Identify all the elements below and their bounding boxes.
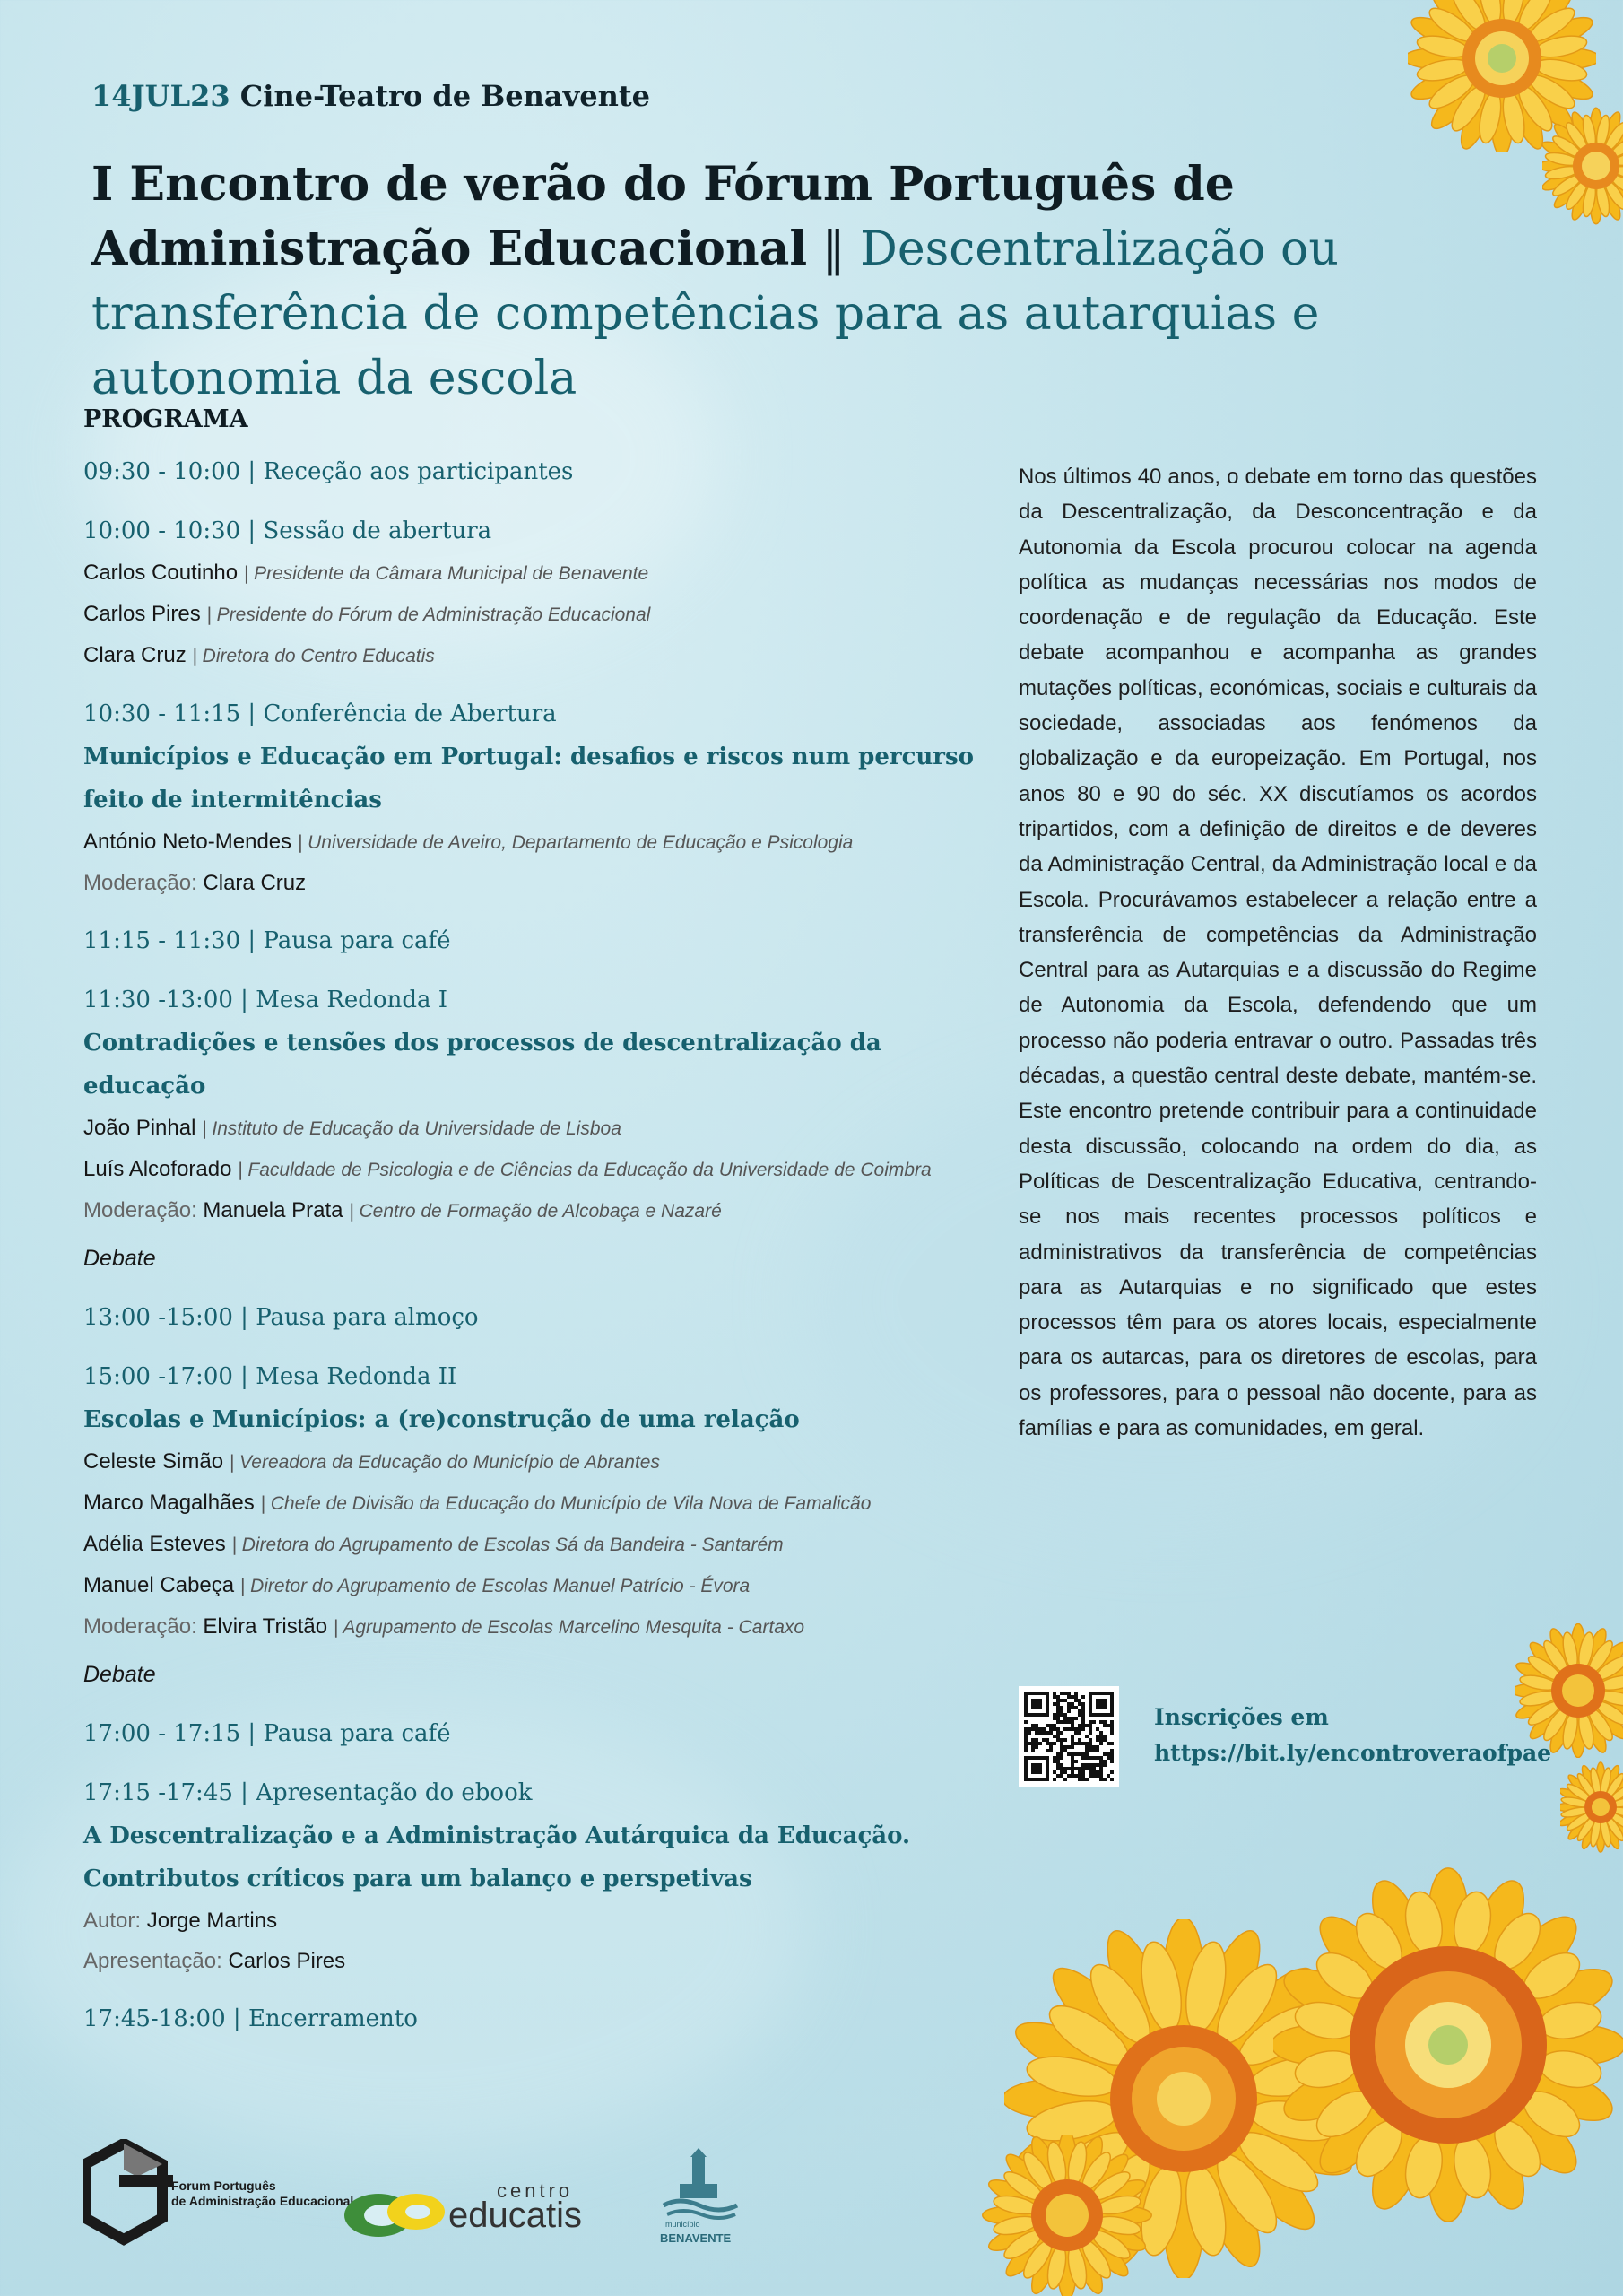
educatis-logo — [343, 2170, 612, 2251]
slot-time: 10:30 - 11:15 — [83, 700, 241, 727]
slot-time: 15:00 -17:00 — [83, 1363, 233, 1390]
moderator-role: Centro de Formação de Alcobaça e Nazaré — [359, 1201, 722, 1222]
talk-title: Escolas e Municípios: a (re)construção de uma relação — [83, 1406, 800, 1433]
qr-code-icon[interactable] — [1019, 1686, 1119, 1787]
moderation-label: Moderação: — [83, 871, 197, 895]
participant: Luís Alcoforado | Faculdade de Psicologia e de Ciências da Educação da Universidade de Coimbra — [83, 1157, 932, 1181]
slot-title: Receção aos participantes — [263, 458, 574, 485]
program-block — [83, 692, 998, 903]
slot-time: 17:00 - 17:15 — [83, 1720, 241, 1747]
event-date: 14JUL23 — [91, 79, 230, 113]
debate-label: Debate — [83, 1246, 156, 1271]
benavente-logo-icon — [660, 2148, 741, 2220]
participant-role: Chefe de Divisão da Educação do Município de Vila Nova de Famalicão — [270, 1493, 872, 1514]
program-block — [83, 1296, 998, 1339]
participant-name: Marco Magalhães — [83, 1491, 255, 1515]
program-slot: 15:00 -17:00 | Mesa Redonda II — [83, 1363, 457, 1390]
moderation: Moderação: Elvira Tristão | Agrupamento de Escolas Marcelino Mesquita - Cartaxo — [83, 1614, 805, 1639]
signup-label: Inscrições em — [1154, 1704, 1329, 1730]
ebook-title: A Descentralização e a Administração Autárquica da Educação. — [83, 1822, 911, 1849]
participant-role: Faculdade de Psicologia e de Ciências da Educação da Universidade de Coimbra — [247, 1160, 932, 1180]
educatis-big: educatis — [448, 2196, 582, 2235]
moderation: Moderação: Manuela Prata | Centro de Formação de Alcobaça e Nazaré — [83, 1198, 722, 1222]
program-block — [83, 1771, 998, 1981]
speaker-name: António Neto-Mendes — [83, 830, 292, 854]
moderator-role: Agrupamento de Escolas Marcelino Mesquita - Cartaxo — [343, 1617, 805, 1638]
moderation-label: Moderação: — [83, 1614, 197, 1639]
program-slot: 10:30 - 11:15 | Conferência de Abertura — [83, 700, 557, 727]
signup-info — [1154, 1700, 1551, 1771]
title-separator: ‖ — [821, 222, 846, 276]
slot-title: Pausa para almoço — [256, 1304, 479, 1331]
sunflower-decoration — [1273, 1866, 1623, 2296]
educatis-small: centro — [497, 2179, 574, 2202]
talk-title: Contradições e tensões dos processos de descentralização da educação — [83, 1030, 881, 1100]
speaker-role: Universidade de Aveiro, Departamento de Educação e Psicologia — [308, 832, 854, 853]
sunflower-decoration — [977, 2135, 1157, 2296]
program-slot: 11:15 - 11:30 | Pausa para café — [83, 927, 451, 954]
author — [83, 1900, 998, 1941]
sunflower-decoration — [1560, 1758, 1623, 1857]
fpae-line2: de Administração Educacional — [171, 2194, 354, 2208]
event-date-venue — [91, 79, 650, 113]
program-block — [83, 1997, 998, 2040]
participant-role: Presidente da Câmara Municipal de Benavente — [254, 563, 649, 584]
participant-name: Luís Alcoforado — [83, 1157, 232, 1181]
participant-name: Manuel Cabeça — [83, 1573, 235, 1597]
slot-title: Pausa para café — [263, 927, 451, 954]
slot-time: 13:00 -15:00 — [83, 1304, 233, 1331]
program-heading: PROGRAMA — [83, 405, 248, 433]
slot-title: Sessão de abertura — [263, 517, 492, 544]
author-name: Jorge Martins — [146, 1909, 278, 1933]
participant-role: Diretora do Centro Educatis — [202, 646, 435, 666]
benavente-logo — [660, 2148, 741, 2251]
participant: Adélia Esteves | Diretora do Agrupamento de Escolas Sá da Bandeira - Santarém — [83, 1532, 784, 1556]
benavente-big: BENAVENTE — [660, 2231, 732, 2245]
participant: Clara Cruz | Diretora do Centro Educatis — [83, 643, 435, 667]
slot-title: Mesa Redonda II — [256, 1363, 457, 1390]
participant: Carlos Coutinho | Presidente da Câmara Municipal de Benavente — [83, 561, 649, 585]
participant-role: Diretora do Agrupamento de Escolas Sá da Bandeira - Santarém — [241, 1535, 784, 1555]
fpae-logo-text — [171, 2179, 353, 2209]
presenter-name: Carlos Pires — [228, 1949, 346, 1973]
signup-link[interactable]: https://bit.ly/encontroveraofpae — [1154, 1740, 1552, 1766]
program-slot: 10:00 - 10:30 | Sessão de abertura — [83, 517, 492, 544]
program-slot: 17:45-18:00 | Encerramento — [83, 2005, 418, 2032]
slot-time: 17:15 -17:45 — [83, 1779, 233, 1806]
event-description: Nos últimos 40 anos, o debate em torno das questões da Descentralização, da Desconcentração e da Autonomia da Escola procurou colocar na agenda política as mudanças necessárias nos modos de coordenação e de regulação da Educação. Este debate acompanhou e acompanha as grandes mutações políticas, económicas, sociais e culturais da sociedade, associadas aos fenómenos da globalização e da europeização. Em Portugal, nos anos 80 e 90 do séc. XX discutíamos os acordos tripartidos, com a definição de direitos e de deveres da Administração Central, da Administração local e da Escola. Procurávamos estabelecer a relação entre a transferência de competências da Administração Central para as Autarquias e a discussão do Regime de Autonomia da Escola, defendendo que um processo não poderia entravar o outro. Passadas três décadas, a questão central deste debate, mantém-se. Este encontro pretende contribuir para a continuidade desta discussão, colocando na ordem do dia, as Políticas de Descentralização Educativa, centrando-se nos mais recentes processos políticos e administrativos da transferência de competências para as Autarquias e no significado que estes processos têm para os atores locais, especialmente para os autarcas, para os diretores de escolas, para os professores, para o pessoal não docente, para as famílias e para as comunidades, em geral. — [1019, 465, 1537, 1441]
slot-time: 09:30 - 10:00 — [83, 458, 241, 485]
fpae-logo-icon — [83, 2139, 173, 2247]
debate-label: Debate — [83, 1662, 156, 1687]
title-subtitle: Descentralização ou transferência de competências para as autarquias e autonomia da escola — [91, 222, 1339, 405]
program-block — [83, 919, 998, 962]
program-slot: 11:30 -13:00 | Mesa Redonda I — [83, 987, 448, 1013]
fpae-line1: Forum Português — [171, 2179, 276, 2193]
participant-name: Carlos Pires — [83, 602, 201, 626]
moderation — [83, 863, 998, 903]
moderation-label: Moderação: — [83, 1198, 197, 1222]
program-section — [83, 402, 998, 2057]
program-slot: 09:30 - 10:00 | Receção aos participantes — [83, 458, 574, 485]
talk-title: Municípios e Educação em Portugal: desafios e riscos num percurso feito de intermitências — [83, 744, 974, 813]
benavente-small: município — [665, 2220, 700, 2229]
participant-role: Presidente do Fórum de Administração Educacional — [216, 604, 651, 625]
participant-name: Adélia Esteves — [83, 1532, 226, 1556]
author-label: Autor: — [83, 1909, 142, 1933]
program-slot: 13:00 -15:00 | Pausa para almoço — [83, 1304, 479, 1331]
participant-name: João Pinhal — [83, 1116, 196, 1140]
fpae-logo — [83, 2139, 370, 2247]
participant-role: Vereadora da Educação do Município de Abrantes — [239, 1452, 660, 1473]
participant: Celeste Simão | Vereadora da Educação do Município de Abrantes — [83, 1449, 660, 1474]
participant: Manuel Cabeça | Diretor do Agrupamento de Escolas Manuel Patrício - Évora — [83, 1573, 751, 1597]
moderator-name: Clara Cruz — [203, 871, 307, 895]
slot-title: Encerramento — [247, 2005, 418, 2032]
program-block — [83, 450, 998, 493]
participant-name: Celeste Simão — [83, 1449, 224, 1474]
slot-title: Pausa para café — [263, 1720, 451, 1747]
program-block — [83, 978, 998, 1231]
program-slot: 17:15 -17:45 | Apresentação do ebook — [83, 1779, 533, 1806]
slot-time: 17:45-18:00 — [83, 2005, 226, 2032]
ebook-subtitle: Contributos críticos para um balanço e perspetivas — [83, 1866, 752, 1892]
educatis-logo-icon — [343, 2183, 450, 2246]
moderator-name: Manuela Prata — [203, 1198, 343, 1222]
slot-title: Conferência de Abertura — [263, 700, 557, 727]
participant-name: Carlos Coutinho — [83, 561, 239, 585]
participant-role: Instituto de Educação da Universidade de Lisboa — [212, 1118, 621, 1139]
speaker: António Neto-Mendes | Universidade de Aveiro, Departamento de Educação e Psicologia — [83, 830, 854, 854]
program-block — [83, 509, 998, 676]
presenter — [83, 1941, 998, 1981]
participant-name: Clara Cruz — [83, 643, 187, 667]
slot-time: 11:15 - 11:30 — [83, 927, 241, 954]
slot-time: 11:30 -13:00 — [83, 987, 233, 1013]
program-block — [83, 1355, 998, 1648]
participant: Marco Magalhães | Chefe de Divisão da Educação do Município de Vila Nova de Famalicão — [83, 1491, 872, 1515]
page-title — [91, 152, 1562, 411]
participant: João Pinhal | Instituto de Educação da Universidade de Lisboa — [83, 1116, 621, 1140]
moderator-name: Elvira Tristão — [203, 1614, 328, 1639]
slot-time: 10:00 - 10:30 — [83, 517, 241, 544]
event-venue: Cine-Teatro de Benavente — [239, 79, 650, 113]
slot-title: Mesa Redonda I — [256, 987, 448, 1013]
program-block — [83, 1712, 998, 1755]
participant-role: Diretor do Agrupamento de Escolas Manuel Patrício - Évora — [250, 1576, 751, 1596]
program-slot: 17:00 - 17:15 | Pausa para café — [83, 1720, 451, 1747]
slot-title: Apresentação do ebook — [256, 1779, 533, 1806]
participant: Carlos Pires | Presidente do Fórum de Administração Educacional — [83, 602, 651, 626]
title-main: I Encontro de verão do Fórum Português de Administração Educacional — [91, 157, 1235, 276]
presenter-label: Apresentação: — [83, 1949, 222, 1973]
